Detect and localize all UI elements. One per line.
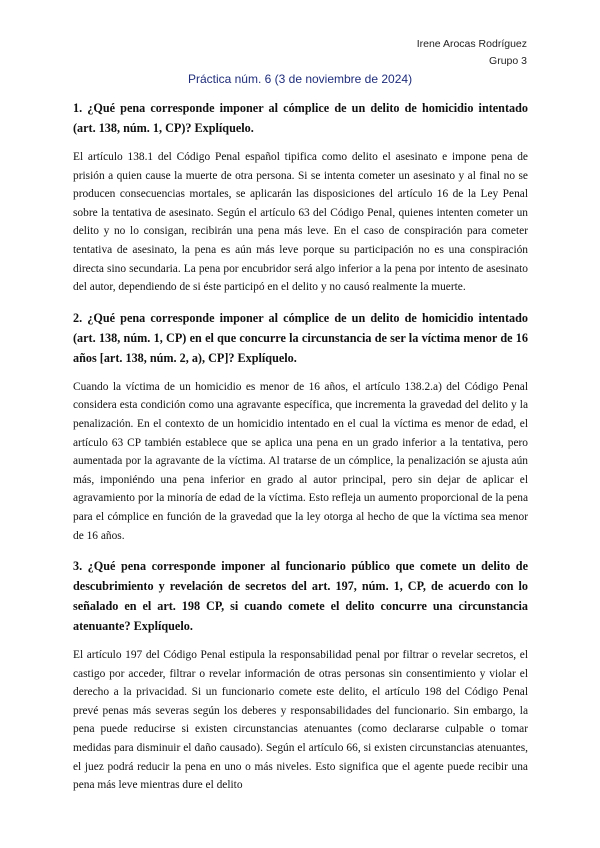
answer-2: Cuando la víctima de un homicidio es menor de 16 años, el artículo 138.2.a) del Código Penal considera esta condición como una agravante específica, que incrementa la gravedad del delito y la penalización. En el contexto de un homicidio intentado en el cual la víctima es menor de edad, el artículo 63 CP también establece que se aplica una pena en un grado inferior a la tentativa, pero aumentada por la agravante de la víctima. Al tratarse de un cómplice, la penalización se ajusta aún más, imponiéndo una pena inferior en grado al autor principal, pero sin dejar de aplicar el agravamiento por la minoría de edad de la víctima. Esto refleja un aumento proporcional de la pena para el cómplice en función de la gravedad que la ley otorga al hecho de que la víctima sea menor de 16 años. [73,380,528,542]
question-3: 3. ¿Qué pena corresponde imponer al funcionario público que comete un delito de descubrimiento y revelación de secretos del art. 197, núm. 1, CP, de acuerdo con lo señalado en el art. 198 CP, si cuando comete el delito concurre una circunstancia atenuante? Explíquelo. [73,559,528,634]
group-label: Grupo 3 [489,55,527,67]
answer-1: El artículo 138.1 del Código Penal español tipifica como delito el asesinato e impone pena de prisión a quien cause la muerte de otra persona. Si se intenta cometer un asesinato y al final no se producen consecuencias mortales, se aplicarán las disposiciones del artículo 16 de la Ley Penal sobre la tentativa de asesinato. Según el artículo 63 del Código Penal, quienes intenten cometer un delito y no lo consigan, recibirán una pena más leve. En el caso de conspiración para cometer tentativa de asesinato, la pena es aún más leve porque su participación no es una conspiración directa sino secundaria. La pena por encubridor será algo inferior a la pena por intento de asesinato del autor, dependiendo de si éste participó en el delito y no causó realmente la muerte. [73,151,528,294]
question-2: 2. ¿Qué pena corresponde imponer al cómplice de un delito de homicidio intentado (art. 138, núm. 1, CP) en el que concurre la circunstancia de ser la víctima menor de 16 años [art. 138, núm. 2, a), CP]? Explíquelo. [73,310,528,365]
author-name: Irene Arocas Rodríguez [416,38,527,50]
page-header [417,36,527,70]
page-title: Práctica núm. 6 (3 de noviembre de 2024) [187,72,413,86]
document-body [73,98,528,806]
answer-3: El artículo 197 del Código Penal estipula la responsabilidad penal por filtrar o revelar secretos, el castigo por acceder, filtrar o revelar información de otras personas sin consentimiento y violar el derecho a la privacidad. Si un funcionario comete este delito, el artículo 198 del Código Penal prevé penas más severas según los deberes y responsabilidades del funcionario. Sin embargo, la pena puede reducirse si existen circunstancias atenuantes (como declararse culpable o tomar medidas para disminuir el daño causado). Según el artículo 66, si existen circunstancias atenuantes, el juez podrá reducir la pena en uno o más niveles. Esto significa que el agente puede recibir una pena más leve mientras dure el delito [73,649,528,792]
question-1: 1. ¿Qué pena corresponde imponer al cómplice de un delito de homicidio intentado (art. 138, núm. 1, CP)? Explíquelo. [73,101,528,135]
